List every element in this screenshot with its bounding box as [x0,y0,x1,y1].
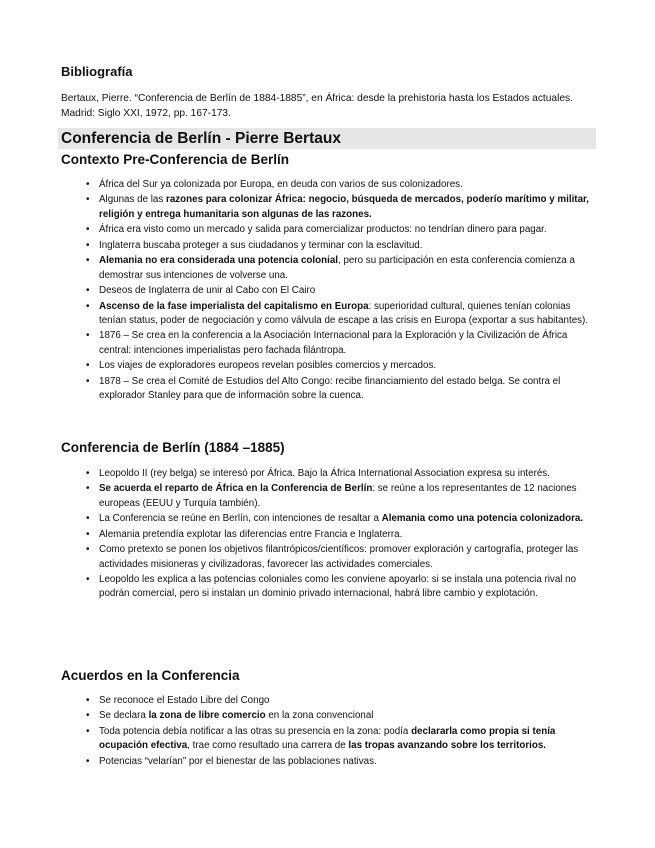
bold-text: declararla como propia si tenía ocupación efectiva [99,725,556,752]
bullet-icon: • [86,285,90,297]
text-run: Leopoldo II (rey belga) se interesó por África. Bajo la África International Association expresa su interés. [99,468,550,479]
bullet-icon: • [86,513,90,525]
bullet-icon: • [86,375,90,387]
text-run: Se declara [99,710,149,722]
bullet-icon: • [86,468,90,479]
text-run: 1878 – Se crea el Comité de Estudios del Alto Congo: recibe financiamiento del estado belga. Se contra el explorador Stanley para que de información sobre la cuenca. [99,375,561,401]
bold-text: Se acuerda el reparto de África en la Conferencia de Berlín [99,483,373,495]
text-run: , trae como resultado una carrera de [187,740,349,752]
bullet-icon: • [86,725,90,737]
list-item [61,329,596,358]
bullet-list-context [61,178,596,404]
list-item [61,482,596,511]
text-run: : superioridad cultural, quienes tenían colonias tenían status, poder de negociación y como válvula de escape a las crisis en Europa (exportar a sus habitantes). [99,300,589,326]
list-item [61,755,596,769]
text-run: África era visto como un mercado y salida para comercializar productos: no tendrían dinero para pagar. [99,224,547,236]
text-run: Leopoldo les explica a las potencias coloniales como les conviene apoyarlo: si se instala una potencia rival no podrán comercial, pero si instalan un dominio privado internacional, habrá libre cambio y explotación. [99,574,577,600]
list-item [61,725,596,754]
section-heading-agreements: Acuerdos en la Conferencia [61,668,240,683]
list-item [61,573,596,602]
list-item [61,254,596,283]
list-item [61,359,596,373]
bullet-icon: • [86,528,90,540]
list-item [61,223,596,237]
text-run: La Conferencia se reúne en Berlín, con intenciones de resaltar a [99,513,382,525]
text-run: Potencias “velarían” por el bienestar de las poblaciones nativas. [99,755,377,767]
list-item [61,467,596,481]
list-item [61,193,596,222]
bullet-icon: • [86,255,90,267]
text-run: Algunas de las [99,194,166,206]
text-run: Deseos de Inglaterra de unir al Cabo con El Cairo [99,285,316,297]
section-heading-context: Contexto Pre-Conferencia de Berlín [61,152,290,167]
bullet-icon: • [86,239,90,251]
bold-text: Alemania no era considerada una potencia colonial [99,255,339,267]
bullet-icon: • [86,574,90,586]
bullet-icon: • [86,360,90,372]
list-item [61,284,596,298]
text-run: en la zona convencional [265,710,374,722]
text-run: Toda potencia debía notificar a las otras su presencia en la zona: podía [99,725,412,737]
list-item [61,239,596,253]
bullet-icon: • [86,755,90,767]
bullet-icon: • [86,330,90,342]
bullet-list-conference [61,467,596,603]
bullet-icon: • [86,300,90,312]
page-title: Conferencia de Berlín - Pierre Bertaux [58,128,596,149]
text-run: Se reconoce el Estado Libre del Congo [99,695,270,706]
bold-text: la zona de libre comercio [148,710,266,722]
text-run: : se reúne a los representantes de 12 naciones europeas (EEUU y Turquía también). [99,483,577,509]
bullet-icon: • [86,179,90,190]
bold-text: Ascenso de la fase imperialista del capitalismo en Europa [99,300,369,312]
list-item [61,543,596,572]
bullet-icon: • [86,544,90,556]
section-heading-conference: Conferencia de Berlín (1884 –1885) [61,440,285,455]
text-run: Inglaterra buscaba proteger a sus ciudadanos y terminar con la esclavitud. [99,239,423,251]
bold-text: Alemania como una potencia colonizadora. [381,513,584,525]
text-run: Los viajes de exploradores europeos revelan posibles comercios y mercados. [99,360,437,372]
bullet-icon: • [86,194,90,206]
bullet-icon: • [86,224,90,236]
bullet-icon: • [86,695,90,706]
bold-text: razones para colonizar África: negocio, búsqueda de mercados, poderío marítimo y militar, religión y entrega humanitaria son algunas de las razones. [99,194,590,220]
list-item [61,709,596,723]
bold-text: las tropas avanzando sobre los territorios. [348,740,547,752]
text-run: 1876 – Se crea en la conferencia a la Asociación Internacional para la Exploración y la Civilización de África central: intenciones imperialistas pero fachada filántropa. [99,330,568,356]
bullet-icon: • [86,483,90,495]
list-item [61,375,596,404]
text-run: , pero su participación en esta conferencia comienza a demostrar sus intenciones de volverse una. [99,255,575,281]
text-run: Como pretexto se ponen los objetivos filantrópicos/científicos: promover exploración y cartografía, proteger las actividades misioneras y civilizadoras, favorecer las actividades comerciales. [99,544,579,570]
bibliography-heading: Bibliografía [61,64,133,79]
list-item [61,528,596,542]
text-run: África del Sur ya colonizada por Europa, en deuda con varios de sus colonizadores. [99,179,463,190]
text-run: Alemania pretendía explotar las diferencias entre Francia e Inglaterra. [99,528,403,540]
list-item [61,512,596,526]
list-item [61,300,596,329]
list-item [61,694,596,708]
list-item [61,178,596,192]
bullet-icon: • [86,710,90,722]
bullet-list-agreements [61,694,596,770]
bibliography-citation: Bertaux, Pierre. “Conferencia de Berlín de 1884-1885”, en África: desde la prehistoria hasta los Estados actuales. Madrid: Siglo XXI, 1972, pp. 167-173. [61,93,573,119]
